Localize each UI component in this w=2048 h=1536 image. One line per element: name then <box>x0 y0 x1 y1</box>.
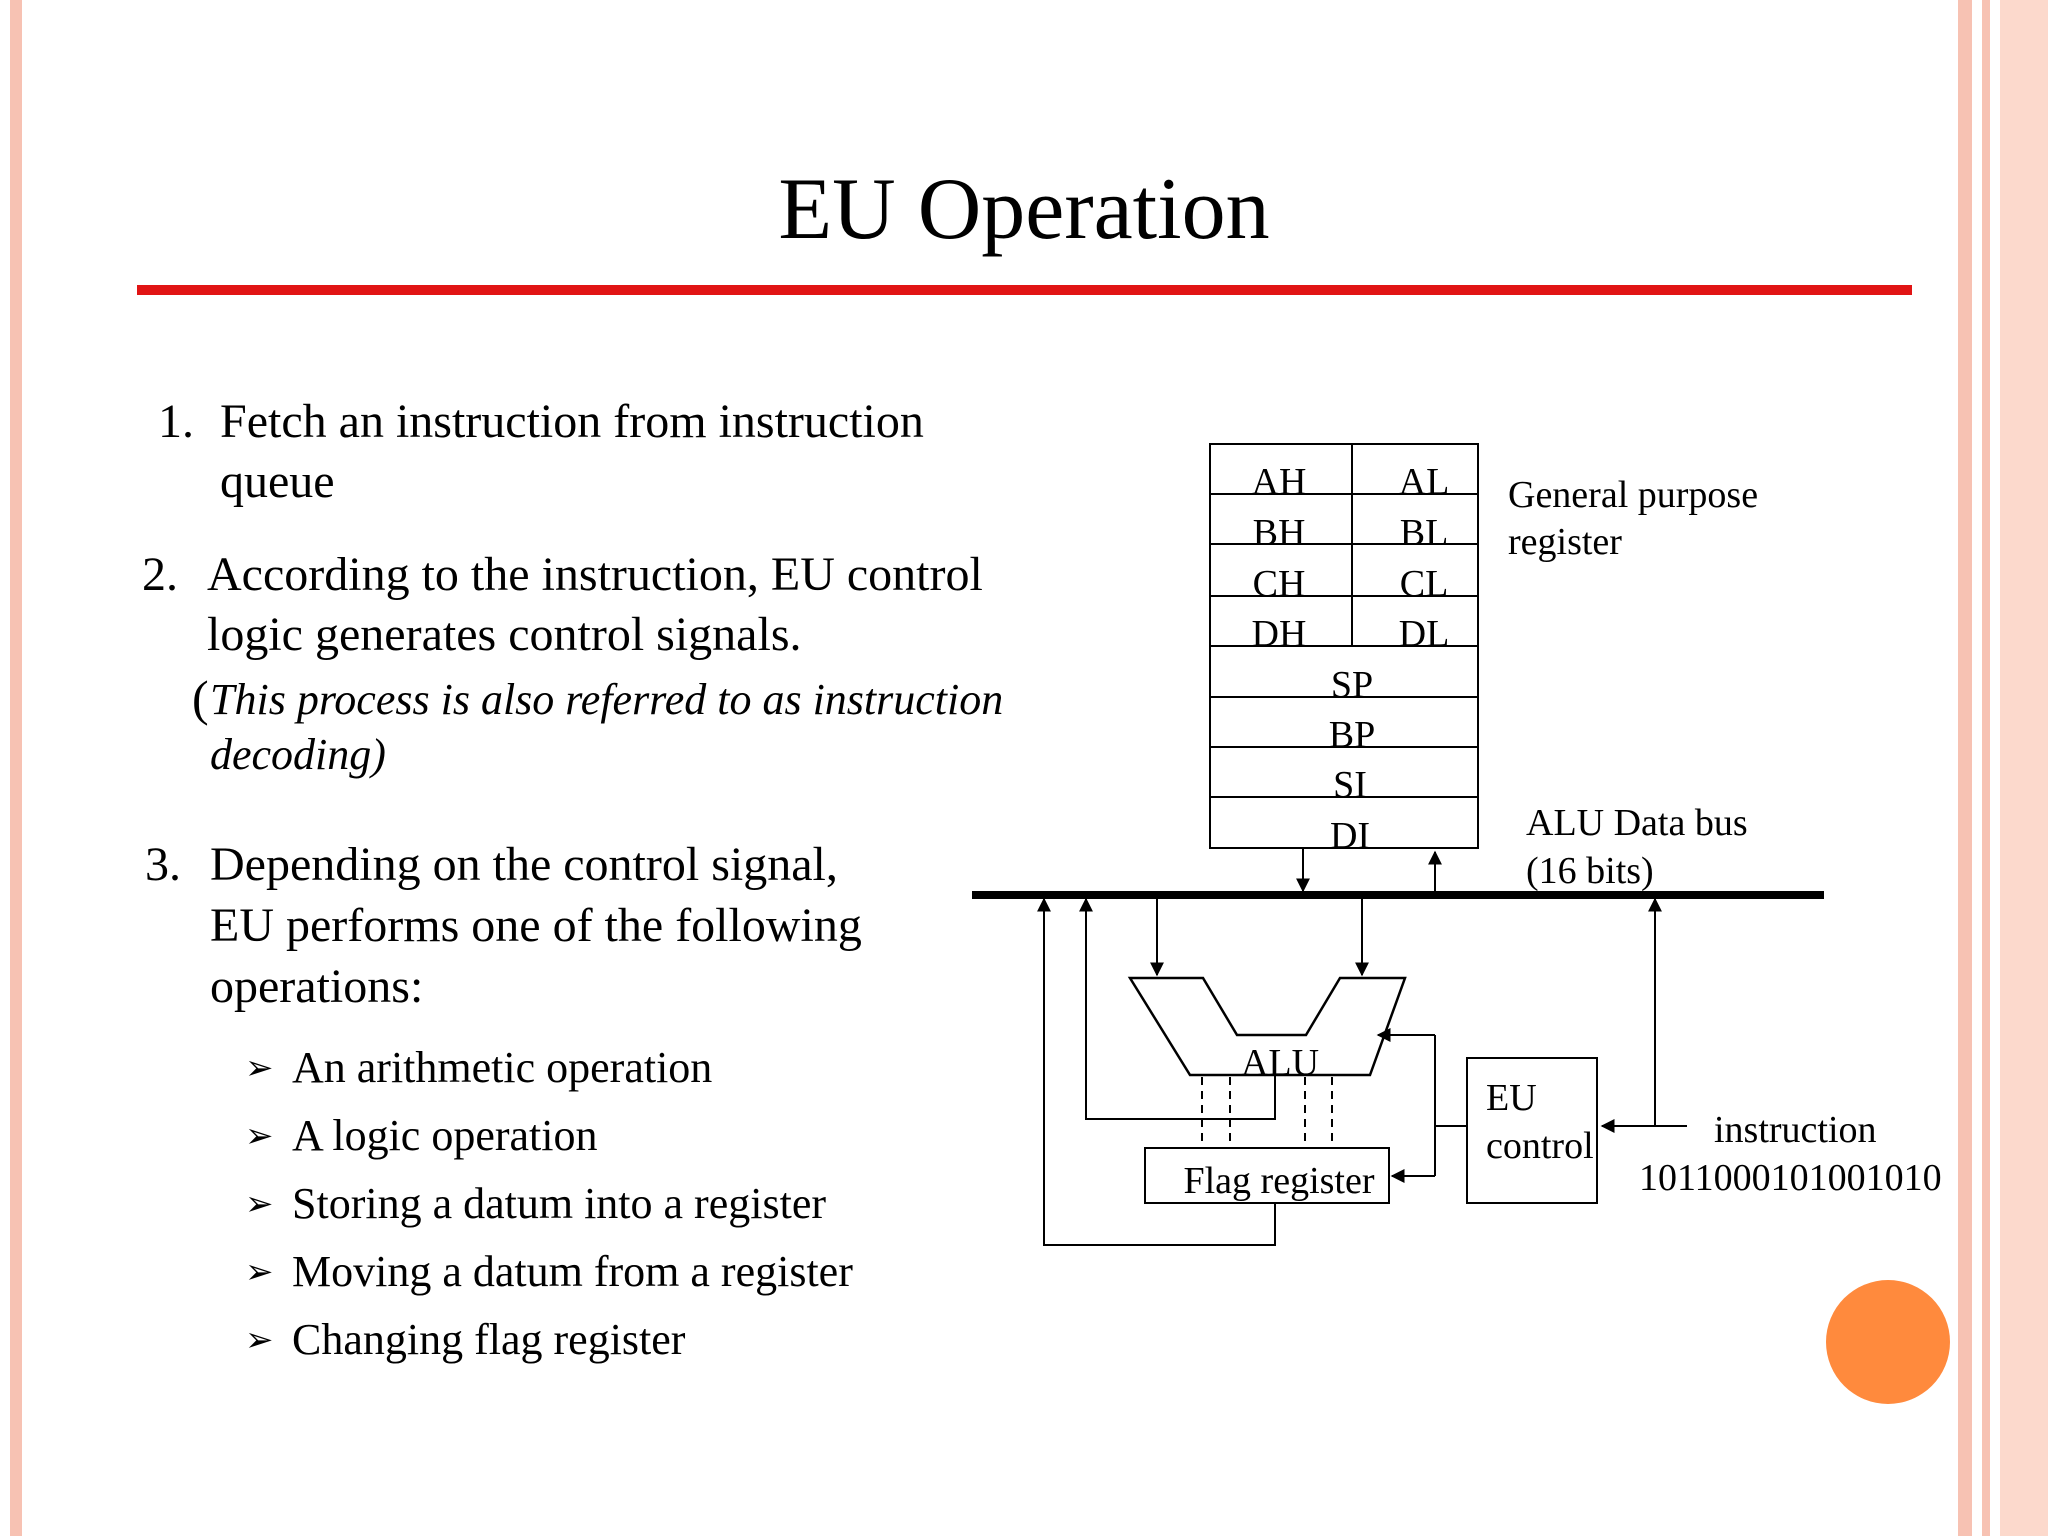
register-dl: DL <box>1398 613 1450 655</box>
step-1-line-2: queue <box>220 455 335 508</box>
orange-circle-decoration <box>1826 1280 1950 1404</box>
register-bl: BL <box>1399 512 1449 554</box>
bullet-arrow-icon: ➢ <box>245 1116 274 1156</box>
bullet-item-4: Moving a datum from a register <box>292 1247 853 1296</box>
bus-label-line-2: (16 bits) <box>1526 850 1654 892</box>
step-3-line-2: EU performs one of the following <box>210 899 862 952</box>
alu-label: ALU <box>1240 1042 1320 1084</box>
step-2-note-paren: ( <box>192 670 209 726</box>
step-3-number: 3. <box>145 838 181 891</box>
alu-output-to-bus-arrow <box>1086 899 1275 1119</box>
step-2-number: 2. <box>142 548 178 601</box>
bullet-item-5: Changing flag register <box>292 1315 686 1364</box>
bullet-arrow-icon: ➢ <box>245 1252 274 1292</box>
register-dh: DH <box>1251 613 1307 655</box>
register-ch: CH <box>1252 563 1306 605</box>
bullet-item-3: Storing a datum into a register <box>292 1179 826 1228</box>
step-1-number: 1. <box>158 395 194 448</box>
register-bp: BP <box>1328 714 1376 756</box>
instruction-bits: 1011000101001010 <box>1639 1157 1942 1199</box>
register-al: AL <box>1398 461 1450 503</box>
eu-control-label-line-1: EU <box>1486 1077 1537 1119</box>
step-2-note-line-2: decoding) <box>210 730 386 779</box>
bullet-arrow-icon: ➢ <box>245 1320 274 1360</box>
instruction-label: instruction <box>1714 1109 1877 1151</box>
register-label-line-1: General purpose <box>1508 474 1759 516</box>
step-2-line-1: According to the instruction, EU control <box>207 548 983 601</box>
step-3-line-1: Depending on the control signal, <box>210 838 838 891</box>
bullet-arrow-icon: ➢ <box>245 1048 274 1088</box>
alu-to-flag-dashed-lines <box>1202 1077 1332 1148</box>
register-cl: CL <box>1399 563 1449 605</box>
eu-control-label-line-2: control <box>1486 1125 1594 1167</box>
step-3-line-3: operations: <box>210 960 424 1013</box>
step-1-line-1: Fetch an instruction from instruction <box>220 395 924 448</box>
register-si: SI <box>1333 764 1367 806</box>
register-ah: AH <box>1251 461 1307 503</box>
bullet-item-2: A logic operation <box>292 1111 598 1160</box>
register-bh: BH <box>1252 512 1306 554</box>
register-label-line-2: register <box>1508 521 1622 563</box>
bus-label-line-1: ALU Data bus <box>1526 802 1748 844</box>
step-2-note-line-1: This process is also referred to as instruction <box>210 675 1004 724</box>
bullet-item-1: An arithmetic operation <box>292 1043 713 1092</box>
slide-title: EU Operation <box>778 161 1270 258</box>
flag-register-label: Flag register <box>1183 1160 1375 1202</box>
register-sp: SP <box>1330 664 1374 706</box>
bullet-arrow-icon: ➢ <box>245 1184 274 1224</box>
register-di: DI <box>1329 815 1371 857</box>
step-2-line-2: logic generates control signals. <box>207 608 802 661</box>
